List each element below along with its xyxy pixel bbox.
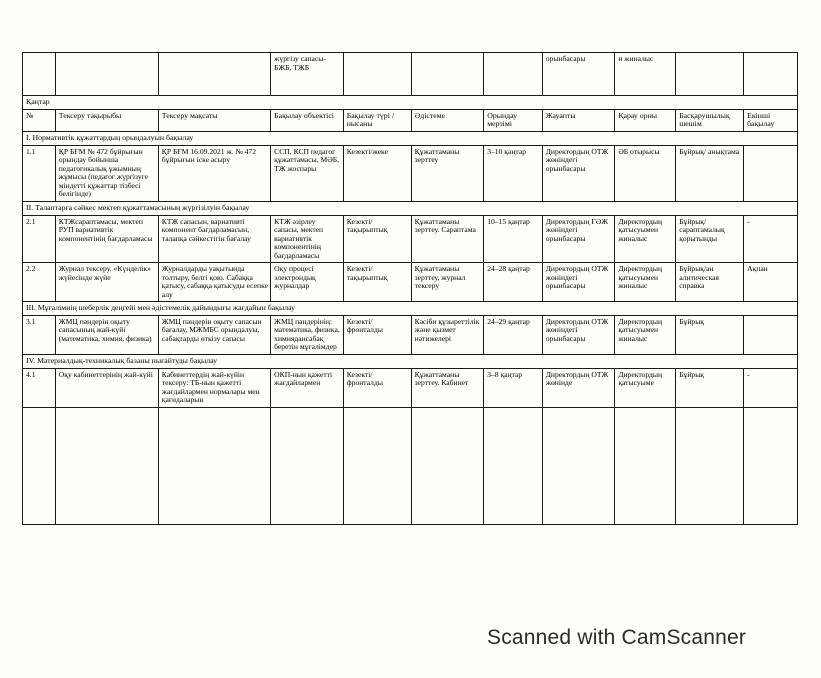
cell-method: Құжаттаманы зерттеу. Сараптама [411,215,484,263]
table-row [23,145,798,201]
cell-num: 2.1 [23,215,56,263]
cell-method [411,53,484,96]
table-row [23,215,798,263]
cell-second-control [744,315,798,354]
cell-method [411,407,484,524]
cell-topic: ҚР БҒМ № 472 бұйрығын орындау бойынша педагогикалық ұжымның жұмысы (педагог жүргізуге міндетті құжаттар тізбесі белігінде) [55,145,158,201]
cell-num: 2.2 [23,263,56,302]
cell-num [23,407,56,524]
cell-deadline [484,53,543,96]
cell-deadline: 10–15 қаңтар [484,215,543,263]
cell-goal [158,53,270,96]
column-header-review-place: Қарау орны [615,109,676,131]
cell-goal [158,407,270,524]
cell-deadline: 24–28 қаңтар [484,263,543,302]
table-row [23,263,798,302]
cell-method: Кәсіби құзыреттілік және қызмет нәтижелері [411,315,484,354]
cell-topic: КТЖсараптамасы, мектеп РУП вариативтік компонентінің бағдарламасы [55,215,158,263]
cell-type [343,407,411,524]
cell-deadline: 24–29 қаңтар [484,315,543,354]
month-band-row [23,96,798,110]
camscanner-watermark: Scanned with CamScanner [487,626,747,649]
column-header-method: Әдістеме [411,109,484,131]
cell-second-control: - [744,215,798,263]
table-row [23,368,798,407]
cell-responsible: Директордың ОТЖ жөніндегі орынбасары [542,145,615,201]
cell-topic: ЖМЦ пәндерін оқыту сапасының жай-күйі (математика, химия, физика) [55,315,158,354]
cell-decision: Бұйрық/сараптамалық қорытынды [676,215,744,263]
cell-second-control: - [744,368,798,407]
cell-responsible: орынбасары [542,53,615,96]
table-header-row [23,109,798,131]
cell-type: Кезекті/тақырыптық [343,263,411,302]
cell-method: Құжаттаманы зерттеу. Кабинет [411,368,484,407]
cell-type: Кезекті/жеке [343,145,411,201]
control-plan-table [22,52,798,525]
cell-decision [676,407,744,524]
table-row [23,315,798,354]
cell-goal: Журналдарды уақытында толтыру, белгі қою. Сабаққа қатысу, сабаққа қатысуды есепке алу [158,263,270,302]
cell-decision: Бұйрық/ан алитическая справка [676,263,744,302]
column-header-object: Бақылау объектісі [271,109,344,131]
column-header-decision: Басқарушылық шешім [676,109,744,131]
cell-second-control [744,407,798,524]
cell-decision: Бұйрық [676,368,744,407]
section-title-row [23,201,798,215]
table-row-continued [23,53,798,96]
cell-object: жүргізу сапасы-БЖБ, ТЖБ [271,53,344,96]
cell-object: Оқу процесі электрондық журналдар [271,263,344,302]
column-header-deadline: Орындау мерзімі [484,109,543,131]
cell-responsible: Директордың ОТЖ жөніндегі орынбасары [542,263,615,302]
cell-goal: ЖМЦ пәндерін оқыту сапасын бағалау, МЖМБС орындалуы, сабақтарды өткізу сапасы [158,315,270,354]
cell-responsible: Директордың ОТЖ жөнінде [542,368,615,407]
cell-type: Кезекті/фронталды [343,315,411,354]
cell-deadline: 3–10 қаңтар [484,145,543,201]
cell-object: ССП, КСП педагог құжаттамасы, МӘБ, ТЖ жоспары [271,145,344,201]
cell-deadline [484,407,543,524]
cell-method: Құжаттаманы зерттеу, журнал тексеру [411,263,484,302]
section-title-row [23,302,798,316]
month-band-label: Қаңтар [23,96,798,110]
cell-review-place: Директордың қатысуыме [615,368,676,407]
cell-type: Кезекті/фронталды [343,368,411,407]
cell-object: ОКП-нын қажетті жағдайлармен [271,368,344,407]
cell-method: Құжаттаманы зерттеу [411,145,484,201]
section-title-1: I. Нормативтік құжаттардың орындалуын бақылау [23,132,798,146]
column-header-responsible: Жауапты [542,109,615,131]
cell-object [271,407,344,524]
section-title-3: III. Мұғалімнің шеберлік деңгейі мен әдістемелік дайындығы жағдайын бақылау [23,302,798,316]
column-header-topic: Тексеру тақырыбы [55,109,158,131]
cell-deadline: 3–8 қаңтар [484,368,543,407]
section-title-4: IV. Материалдық-техникалық базаны нығайтуды бақылау [23,354,798,368]
cell-num: 3.1 [23,315,56,354]
cell-num: 1.1 [23,145,56,201]
cell-review-place: ӘБ отырысы [615,145,676,201]
cell-responsible [542,407,615,524]
cell-review-place [615,407,676,524]
cell-second-control [744,145,798,201]
section-title-row [23,132,798,146]
section-title-row [23,354,798,368]
table-row-empty [23,407,798,524]
column-header-goal: Тексеру мақсаты [158,109,270,131]
cell-review-place: Директордың қатысуымен жиналыс [615,215,676,263]
cell-decision: Бұйрық [676,315,744,354]
cell-goal: Кабинеттердің жай-күйін тексеру: ТБ-нын қажетті жағдайлармен нормалары мен қағидаларын [158,368,270,407]
cell-review-place: н жиналыс [615,53,676,96]
cell-second-control [744,53,798,96]
cell-type: Кезекті/тақырыптық [343,215,411,263]
cell-object: КТЖ әзірлеу сапасы, мектеп вариативтік компонентінің бағдарламасы [271,215,344,263]
column-header-num: № [23,109,56,131]
cell-topic [55,407,158,524]
cell-topic [55,53,158,96]
cell-object: ЖМЦ пәндерінің: математика, физика, химиядансабақ беретін мұғалімдер [271,315,344,354]
section-title-2: II. Талаптарға сәйкес мектеп құжаттамасының жүргізілуін бақылау [23,201,798,215]
cell-topic: Журнал тексеру. «Күнделік» жүйесінде жүйе [55,263,158,302]
cell-goal: ҚР БҒМ 16.09.2021 ж. № 472 бұйрығын іске асыру [158,145,270,201]
cell-type [343,53,411,96]
control-plan-table-wrapper [22,52,798,525]
cell-decision: Бұйрық/ анықтама [676,145,744,201]
column-header-second-control: Екінші бақылау [744,109,798,131]
cell-responsible: Директордың ОТЖ жөніндегі орынбасары [542,315,615,354]
cell-goal: КТЖ сапасын, вариативті компонент бағдарламасын, талапқа сәйкестігін бағалау [158,215,270,263]
cell-decision [676,53,744,96]
cell-second-control: Ақпан [744,263,798,302]
cell-responsible: Директордың ҒӘЖ жөніндегі орынбасары [542,215,615,263]
cell-num: 4.1 [23,368,56,407]
cell-review-place: Директордың қатысуымен жиналыс [615,315,676,354]
column-header-type: Бақылау түрі / нысаны [343,109,411,131]
cell-num [23,53,56,96]
cell-topic: Оқу кабинеттерінің жай-күйі [55,368,158,407]
cell-review-place: Директордың қатысуымен жиналыс [615,263,676,302]
